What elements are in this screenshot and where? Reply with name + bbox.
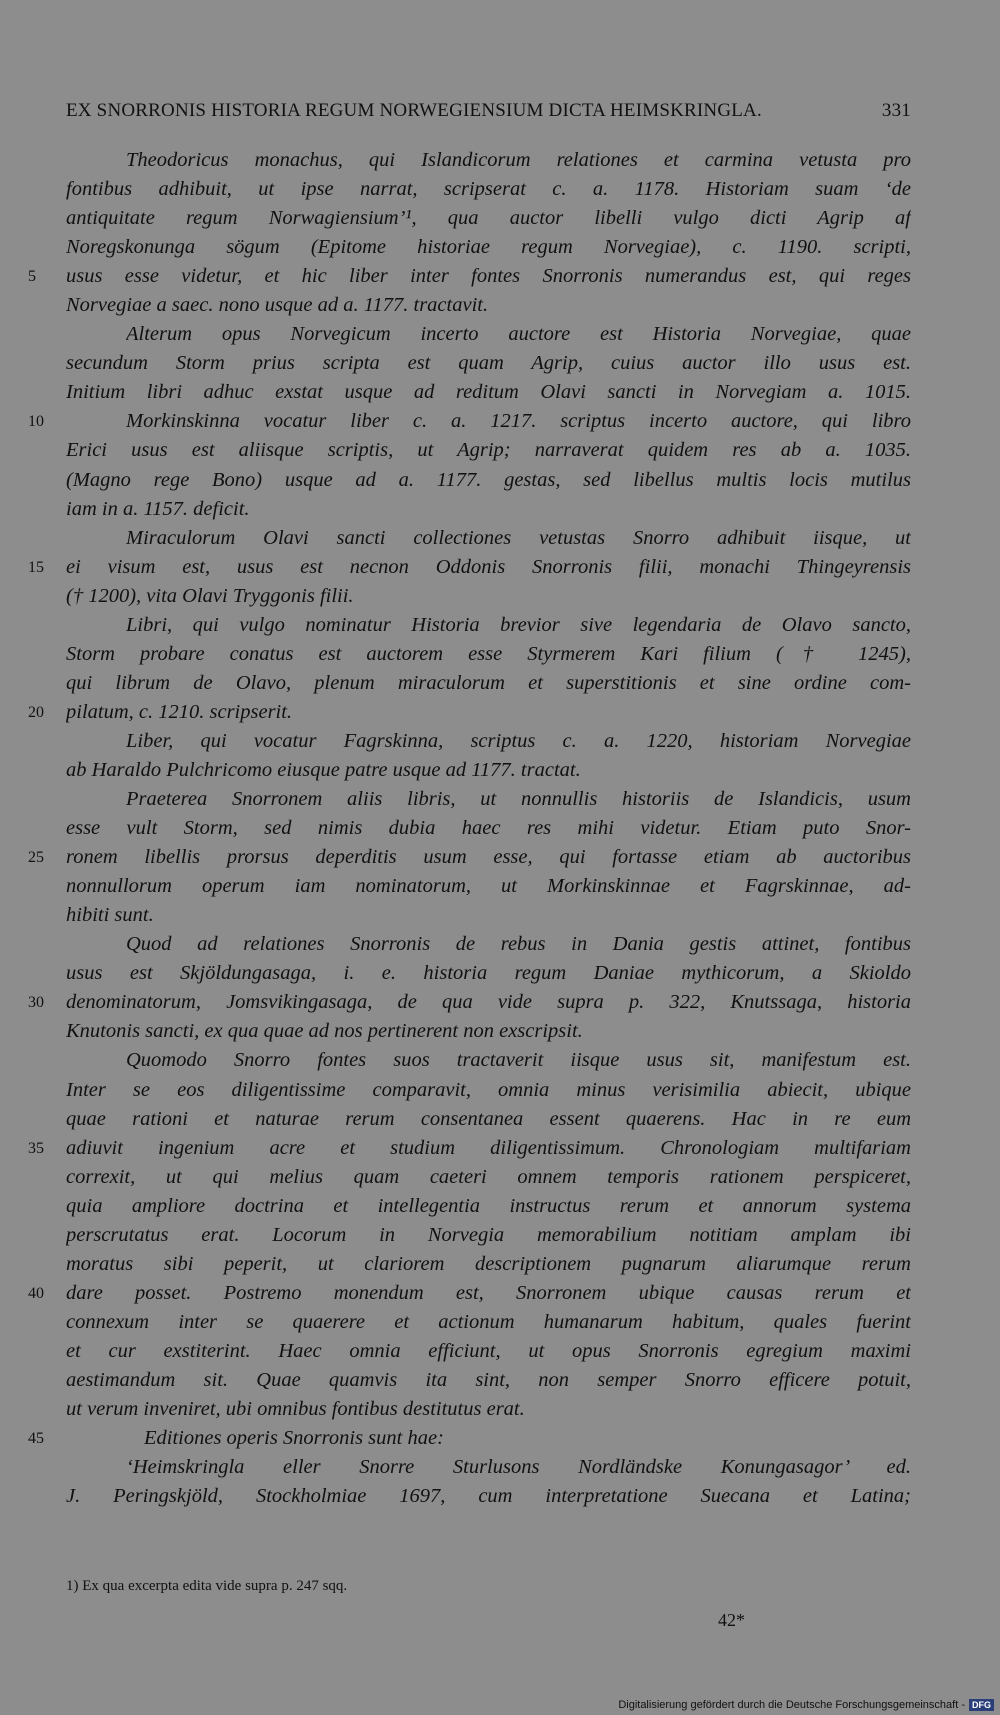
text-line xyxy=(0,1366,1000,1395)
text-line xyxy=(0,1308,1000,1337)
line-text: J. Peringskjöld, Stockholmiae 1697, cum interpretatione Suecana et Latina; xyxy=(66,1485,911,1508)
line-text: fontibus adhibuit, ut ipse narrat, scripserat c. a. 1178. Historiam suam ‘de xyxy=(66,178,911,201)
text-line xyxy=(0,988,1000,1017)
signature-mark: 42* xyxy=(718,1610,745,1630)
text-line xyxy=(0,814,1000,843)
body-text xyxy=(0,146,1000,1511)
text-line xyxy=(0,436,1000,465)
text-line xyxy=(0,1482,1000,1511)
text-line xyxy=(0,698,1000,727)
text-line xyxy=(0,204,1000,233)
text-line xyxy=(0,959,1000,988)
text-line xyxy=(0,466,1000,495)
line-number: 20 xyxy=(28,703,44,721)
text-line xyxy=(0,1221,1000,1250)
text-line xyxy=(0,1453,1000,1482)
text-line xyxy=(0,669,1000,698)
text-line xyxy=(0,407,1000,436)
line-text: pilatum, c. 1210. scripserit. xyxy=(66,700,293,723)
line-text: aestimandum sit. Quae quamvis ita sint, non semper Snorro efficere potuit, xyxy=(66,1368,911,1391)
line-number: 40 xyxy=(28,1284,44,1302)
line-text: Theodoricus monachus, qui Islandicorum relationes et carmina vetusta pro xyxy=(126,149,911,171)
line-text: quia ampliore doctrina et intellegentia instructus rerum et annorum systema xyxy=(66,1194,911,1217)
line-text: ‘Heimskringla eller Snorre Sturlusons Nordländske Konungasagor’ ed. xyxy=(126,1456,911,1479)
text-line xyxy=(0,1395,1000,1424)
text-line xyxy=(0,1279,1000,1308)
line-number: 30 xyxy=(28,994,44,1012)
text-line xyxy=(0,320,1000,349)
text-line xyxy=(0,901,1000,930)
text-line xyxy=(0,291,1000,320)
line-text: quae rationi et naturae rerum consentanea essent quaerens. Hac in re eum xyxy=(66,1107,911,1130)
text-line xyxy=(0,1134,1000,1163)
line-text: esse vult Storm, sed nimis dubia haec res mihi videtur. Etiam puto Snor- xyxy=(66,817,911,840)
text-line xyxy=(0,756,1000,785)
line-text: moratus sibi peperit, ut clariorem descriptionem pugnarum aliarumque rerum xyxy=(66,1252,911,1275)
line-number: 25 xyxy=(28,849,44,867)
text-line xyxy=(0,843,1000,872)
line-text: nonnullorum operum iam nominatorum, ut Morkinskinnae et Fagrskinnae, ad- xyxy=(66,875,911,898)
running-header xyxy=(66,100,911,122)
line-text: Liber, qui vocatur Fagrskinna, scriptus c. a. 1220, historiam Norvegiae xyxy=(126,729,911,752)
text-line xyxy=(0,1192,1000,1221)
line-text: Praeterea Snorronem aliis libris, ut nonnullis historiis de Islandicis, usum xyxy=(126,788,911,811)
line-text: Quomodo Snorro fontes suos tractaverit iisque usus sit, manifestum est. xyxy=(126,1049,911,1072)
line-text: denominatorum, Jomsvikingasaga, de qua vide supra p. 322, Knutssaga, historia xyxy=(66,991,911,1014)
line-text: Alterum opus Norvegicum incerto auctore est Historia Norvegiae, quae xyxy=(126,323,911,346)
text-line xyxy=(0,1250,1000,1279)
text-line xyxy=(0,262,1000,291)
digitization-credit-text: Digitalisierung gefördert durch die Deutsche Forschungsgemeinschaft - xyxy=(618,1698,965,1711)
line-text: dare posset. Postremo monendum est, Snorronem ubique causas rerum et xyxy=(66,1281,911,1304)
text-line xyxy=(0,1105,1000,1134)
line-text: Quod ad relationes Snorronis de rebus in Dania gestis attinet, fontibus xyxy=(126,933,911,956)
text-line xyxy=(0,146,1000,175)
line-text: ab Haraldo Pulchricomo eiusque patre usque ad 1177. tractat. xyxy=(66,758,581,781)
text-line xyxy=(0,872,1000,901)
line-text: Noregskonunga sögum (Epitome historiae regum Norvegiae), c. 1190. scripti, xyxy=(66,236,911,259)
text-line xyxy=(0,1163,1000,1192)
line-text: adiuvit ingenium acre et studium diligentissimum. Chronologiam multifariam xyxy=(66,1136,911,1159)
line-text: Editiones operis Snorronis sunt hae: xyxy=(144,1427,444,1450)
line-text: Storm probare conatus est auctorem esse Styrmerem Kari filium († 1245), xyxy=(66,642,911,665)
line-text: ronem libellis prorsus deperditis usum esse, qui fortasse etiam ab auctoribus xyxy=(66,846,911,869)
page-number: 331 xyxy=(881,100,911,121)
line-text: Miraculorum Olavi sancti collectiones vetustas Snorro adhibuit iisque, ut xyxy=(126,526,911,549)
text-line xyxy=(0,378,1000,407)
text-line xyxy=(0,1337,1000,1366)
line-text: secundum Storm prius scripta est quam Agrip, cuius auctor illo usus est. xyxy=(66,352,911,375)
line-text: Initium libri adhuc exstat usque ad reditum Olavi sancti in Norvegiam a. 1015. xyxy=(66,381,911,404)
running-header-title: EX SNORRONIS HISTORIA REGUM NORWEGIENSIUM DICTA HEIMSKRINGLA. xyxy=(66,100,762,121)
text-line xyxy=(0,553,1000,582)
line-text: qui librum de Olavo, plenum miraculorum et superstitionis et sine ordine com- xyxy=(66,671,911,694)
line-text: usus est Skjöldungasaga, i. e. historia regum Daniae mythicorum, a Skioldo xyxy=(66,962,911,985)
text-line xyxy=(0,1076,1000,1105)
dfg-logo-icon: DFG xyxy=(969,1699,994,1711)
digitization-credit xyxy=(0,1694,1000,1715)
text-line xyxy=(0,1046,1000,1075)
text-line xyxy=(0,611,1000,640)
line-text: hibiti sunt. xyxy=(66,904,154,927)
line-text: ut verum inveniret, ubi omnibus fontibus destitutus erat. xyxy=(66,1398,525,1421)
text-line xyxy=(0,495,1000,524)
text-line xyxy=(0,582,1000,611)
line-number: 5 xyxy=(28,268,36,286)
line-text: connexum inter se quaerere et actionum humanarum habitum, quales fuerint xyxy=(66,1310,911,1333)
text-line xyxy=(0,524,1000,553)
text-line xyxy=(0,727,1000,756)
footnote: 1) Ex qua excerpta edita vide supra p. 247 sqq. xyxy=(66,1578,348,1594)
line-text: ei visum est, usus est necnon Oddonis Snorronis filii, monachi Thingeyrensis xyxy=(66,555,911,578)
line-text: perscrutatus erat. Locorum in Norvegia memorabilium notitiam amplam ibi xyxy=(66,1223,911,1246)
line-text: et cur exstiterint. Haec omnia efficiunt, ut opus Snorronis egregium maximi xyxy=(66,1339,911,1362)
line-text: Libri, qui vulgo nominatur Historia brevior sive legendaria de Olavo sancto, xyxy=(126,613,911,636)
line-text: Erici usus est aliisque scriptis, ut Agrip; narraverat quidem res ab a. 1035. xyxy=(66,439,911,462)
line-text: usus esse videtur, et hic liber inter fontes Snorronis numerandus est, qui reges xyxy=(66,265,911,288)
text-line xyxy=(0,233,1000,262)
text-line xyxy=(0,349,1000,378)
text-line xyxy=(0,1424,1000,1453)
text-line xyxy=(0,930,1000,959)
line-text: iam in a. 1157. deficit. xyxy=(66,497,250,520)
line-number: 45 xyxy=(28,1430,44,1448)
line-number: 10 xyxy=(28,413,44,431)
line-text: Norvegiae a saec. nono usque ad a. 1177. tractavit. xyxy=(66,294,489,317)
line-text: Morkinskinna vocatur liber c. a. 1217. scriptus incerto auctore, qui libro xyxy=(126,410,911,433)
text-line xyxy=(0,640,1000,669)
line-text: († 1200), vita Olavi Tryggonis filii. xyxy=(66,584,354,607)
line-number: 35 xyxy=(28,1139,44,1157)
line-text: Knutonis sancti, ex qua quae ad nos pertinerent non exscripsit. xyxy=(66,1020,583,1043)
text-line xyxy=(0,785,1000,814)
line-text: correxit, ut qui melius quam caeteri omnem temporis rationem perspiceret, xyxy=(66,1165,911,1188)
line-text: antiquitate regum Norwagiensium’¹, qua auctor libelli vulgo dicti Agrip af xyxy=(66,207,911,230)
text-line xyxy=(0,175,1000,204)
line-number: 15 xyxy=(28,558,44,576)
line-text: (Magno rege Bono) usque ad a. 1177. gestas, sed libellus multis locis mutilus xyxy=(66,468,911,491)
line-text: Inter se eos diligentissime comparavit, omnia minus verisimilia abiecit, ubique xyxy=(66,1078,911,1101)
text-line xyxy=(0,1017,1000,1046)
